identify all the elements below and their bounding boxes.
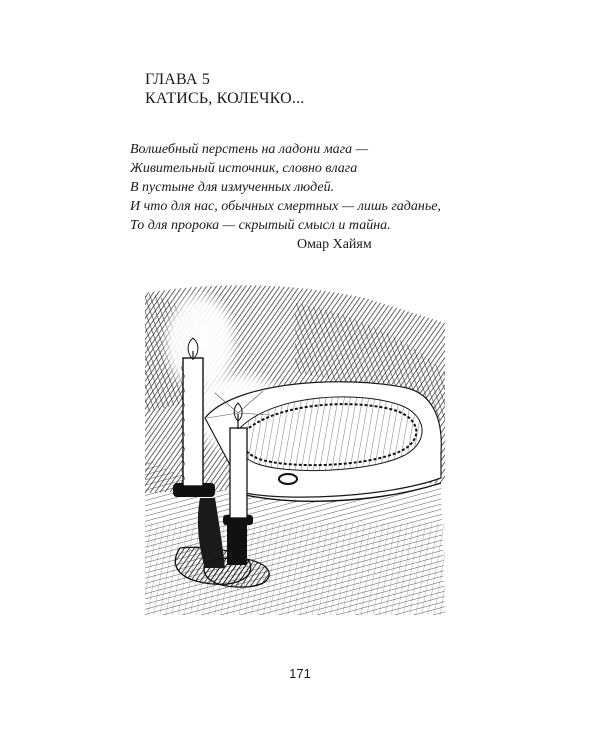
- chapter-heading: [145, 70, 305, 108]
- epigraph-line: В пустыне для измученных людей.: [130, 180, 335, 195]
- epigraph-line: Живительный источник, словно влага: [130, 161, 358, 176]
- chapter-number: ГЛАВА 5: [145, 71, 211, 88]
- chapter-title: КАТИСЬ, КОЛЕЧКО...: [145, 90, 305, 107]
- epigraph-line: И что для нас, обычных смертных — лишь гаданье,: [130, 199, 441, 214]
- page-number: 171: [289, 666, 311, 681]
- epigraph-line: Волшебный перстень на ладони мага —: [130, 142, 369, 157]
- epigraph: [130, 140, 490, 235]
- epigraph-line: То для пророка — скрытый смысл и тайна.: [130, 218, 391, 233]
- epigraph-author: Омар Хайям: [297, 237, 372, 252]
- candles-illustration: [145, 283, 445, 615]
